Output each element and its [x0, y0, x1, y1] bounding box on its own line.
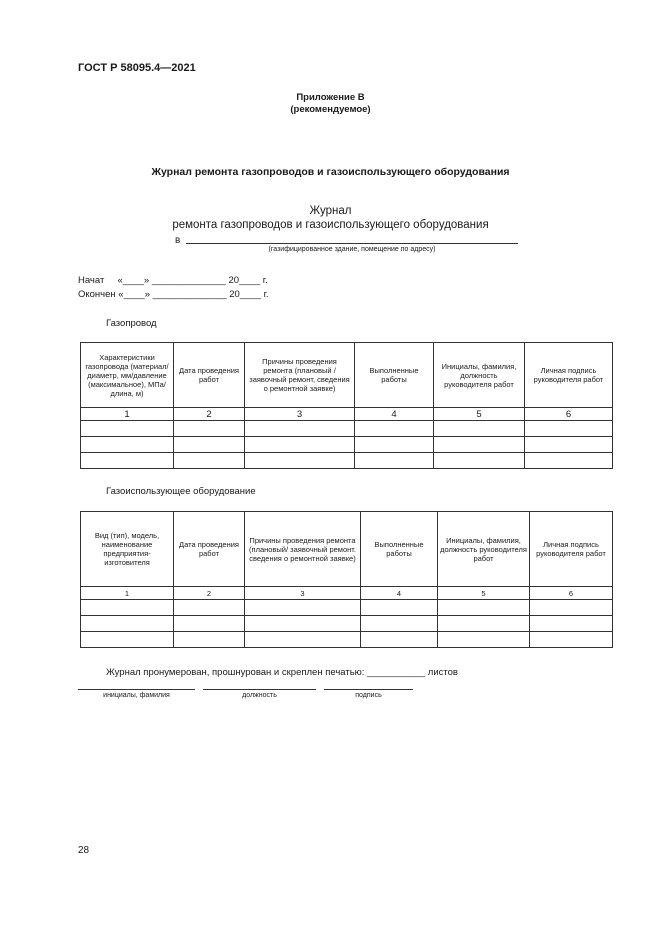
column-number: 3 [245, 408, 355, 421]
start-date-line: Начат «____» ______________ 20____ г. [78, 275, 268, 286]
column-number: 4 [361, 587, 438, 600]
column-number: 3 [245, 587, 361, 600]
column-number: 2 [174, 408, 245, 421]
signature-line-signature [324, 689, 413, 690]
signature-line-position [203, 689, 316, 690]
location-line [186, 243, 518, 244]
column-number: 1 [81, 587, 174, 600]
signature-line-name [78, 689, 195, 690]
column-header: Личная подпись руководителя работ [525, 343, 613, 408]
table-row [81, 616, 613, 632]
column-number: 6 [525, 408, 613, 421]
location-prefix: в [175, 235, 181, 246]
column-number-row [81, 408, 613, 421]
table-row [81, 600, 613, 616]
column-header: Причины проведения ремонта (плановый /заявочный ремонт, сведения о ремонтной заявке) [245, 343, 355, 408]
column-header: Дата проведения работ [174, 343, 245, 408]
section-gas-equipment-title: Газоиспользующее оборудование [106, 486, 256, 497]
column-number: 2 [174, 587, 245, 600]
signature-label-position: должность [242, 692, 277, 699]
column-number: 1 [81, 408, 174, 421]
column-number-row [81, 587, 613, 600]
column-header: Выполненные работы [355, 343, 434, 408]
column-number: 5 [434, 408, 525, 421]
gas-equipment-repair-table [80, 511, 613, 648]
journal-subtitle: ремонта газопроводов и газоиспользующего оборудования [172, 219, 489, 231]
table-header-row [81, 512, 613, 587]
end-date-line: Окончен «____» ______________ 20____ г. [78, 289, 269, 300]
annex-label [0, 92, 661, 116]
table-row [81, 632, 613, 648]
column-header: Инициалы, фамилия, должность руководителя работ [434, 343, 525, 408]
location-hint: (газифицированное здание, помещение по адресу) [268, 246, 436, 253]
section-heading: Журнал ремонта газопроводов и газоиспользующего оборудования [151, 166, 510, 178]
table-header-row [81, 343, 613, 408]
signature-label-signature: подпись [355, 692, 382, 699]
standard-designation: ГОСТ Р 58095.4—2021 [78, 62, 196, 74]
column-header: Дата проведения работ [174, 512, 245, 587]
gas-pipeline-repair-table [80, 342, 613, 469]
column-header: Личная подпись руководителя работ [530, 512, 613, 587]
section-gas-pipeline-title: Газопровод [106, 318, 157, 329]
table-row [81, 453, 613, 469]
column-number: 5 [438, 587, 530, 600]
journal-title: Журнал [309, 205, 352, 217]
column-header: Вид (тип), модель, наименование предприятия-изготовителя [81, 512, 174, 587]
column-header: Характеристики газопровода (материал/диаметр, мм/давление (максимальное), МПа/длина, м) [81, 343, 174, 408]
annex-note: (рекомендуемое) [290, 104, 371, 115]
column-number: 6 [530, 587, 613, 600]
table-row [81, 421, 613, 437]
page-number: 28 [78, 845, 90, 856]
column-header: Инициалы, фамилия, должность руководителя работ [438, 512, 530, 587]
column-header: Выполненные работы [361, 512, 438, 587]
column-number: 4 [355, 408, 434, 421]
table-row [81, 437, 613, 453]
annex-title: Приложение В [296, 92, 365, 103]
signature-label-name: инициалы, фамилия [103, 692, 170, 699]
column-header: Причины проведения ремонта (плановый/ заявочный ремонт. сведения о ремонтной заявке) [245, 512, 361, 587]
journal-certification-text: Журнал пронумерован, прошнурован и скреплен печатью: ___________ листов [106, 667, 458, 678]
